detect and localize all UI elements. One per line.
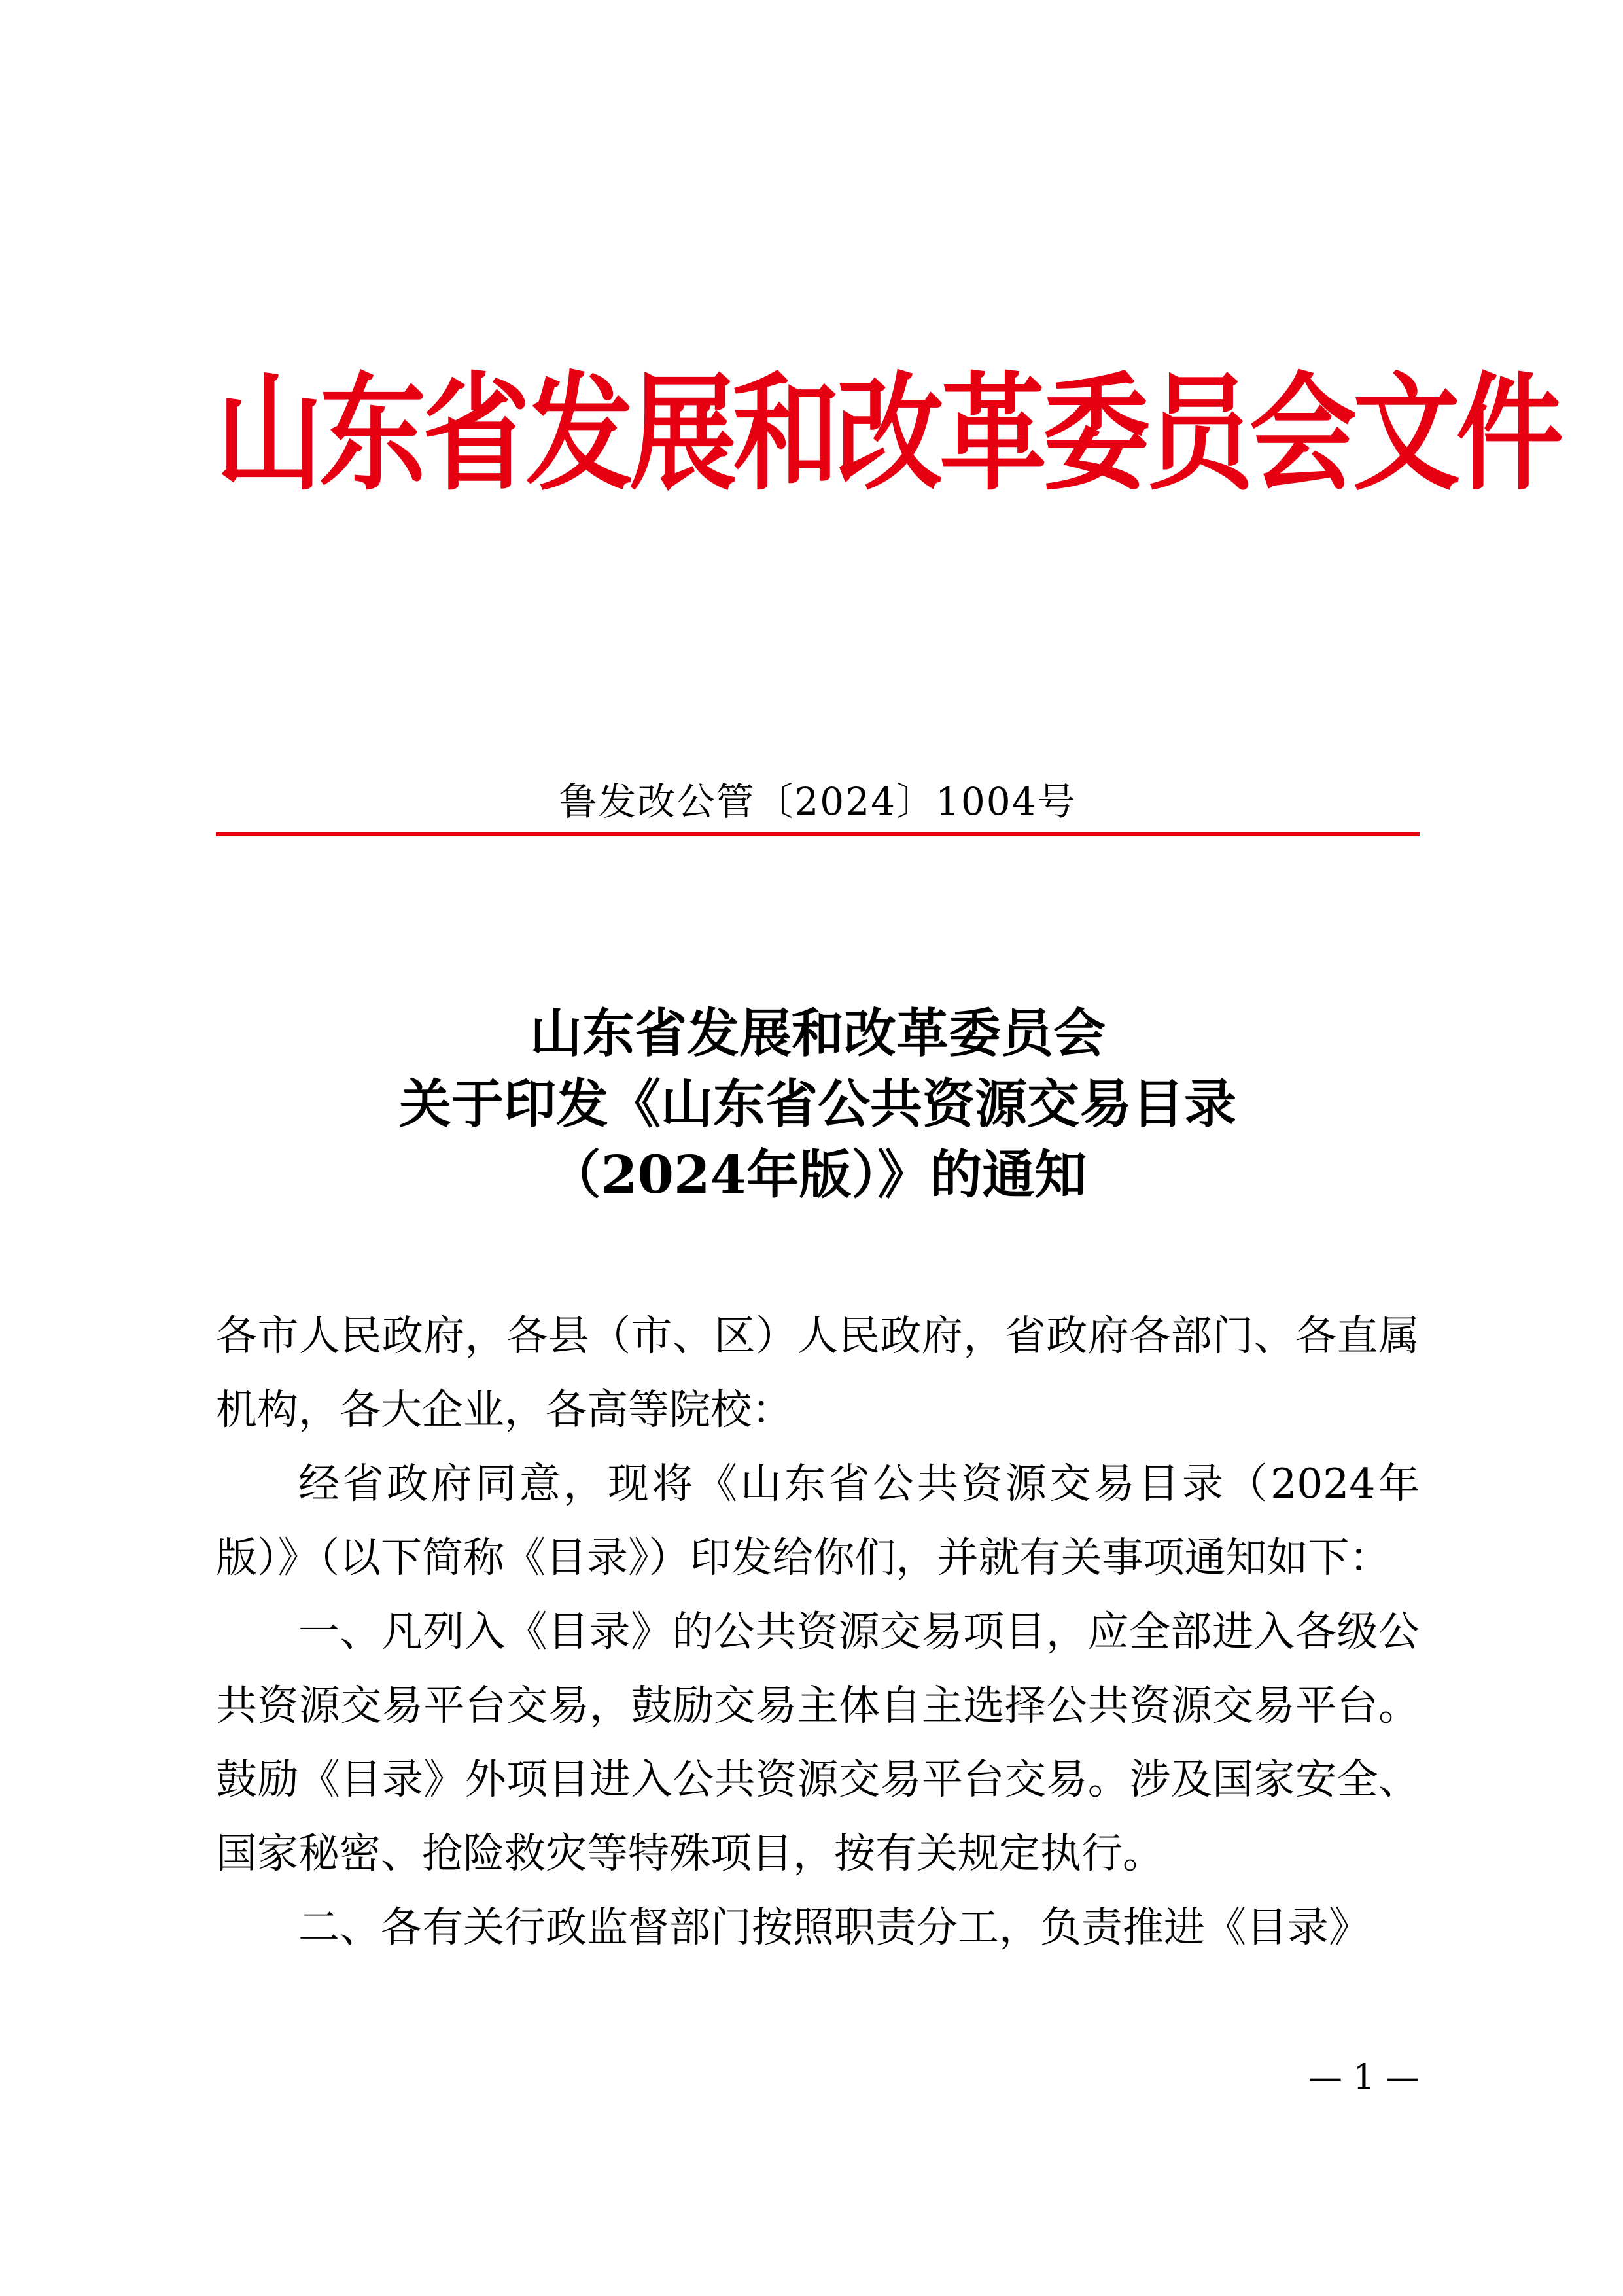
addressee-paragraph: 各市人民政府，各县（市、区）人民政府，省政府各部门、各直属机构，各大企业，各高等院校： bbox=[216, 1312, 1420, 1434]
notice-title-line-1: 山东省发展和改革委员会 bbox=[530, 1002, 1106, 1064]
page-number: — 1 — bbox=[1308, 2058, 1420, 2097]
notice-title bbox=[216, 998, 1420, 1210]
document-number: 鲁发改公管〔2024〕1004号 bbox=[559, 779, 1077, 824]
body-paragraph-1: 经省政府同意，现将《山东省公共资源交易目录（2024年版）》（以下简称《目录》）印发给你们，并就有关事项通知如下： bbox=[216, 1460, 1420, 1581]
body-paragraph-3: 二、各有关行政监督部门按照职责分工，负责推进《目录》 bbox=[298, 1903, 1370, 1951]
notice-title-line-2: 关于印发《山东省公共资源交易目录 bbox=[399, 1073, 1236, 1135]
body-paragraph-2: 一、凡列入《目录》的公共资源交易项目，应全部进入各级公共资源交易平台交易，鼓励交易主体自主选择公共资源交易平台。鼓励《目录》外项目进入公共资源交易平台交易。涉及国家安全、国家秘密、抢险救灾等特殊项目，按有关规定执行。 bbox=[216, 1608, 1420, 1877]
issuer-header-title: 山东省发展和改革委员会文件 bbox=[216, 360, 1560, 508]
red-separator-line bbox=[216, 832, 1420, 836]
notice-body bbox=[216, 1299, 1420, 1964]
notice-title-line-3: （2024年版）》的通知 bbox=[548, 1144, 1087, 1205]
